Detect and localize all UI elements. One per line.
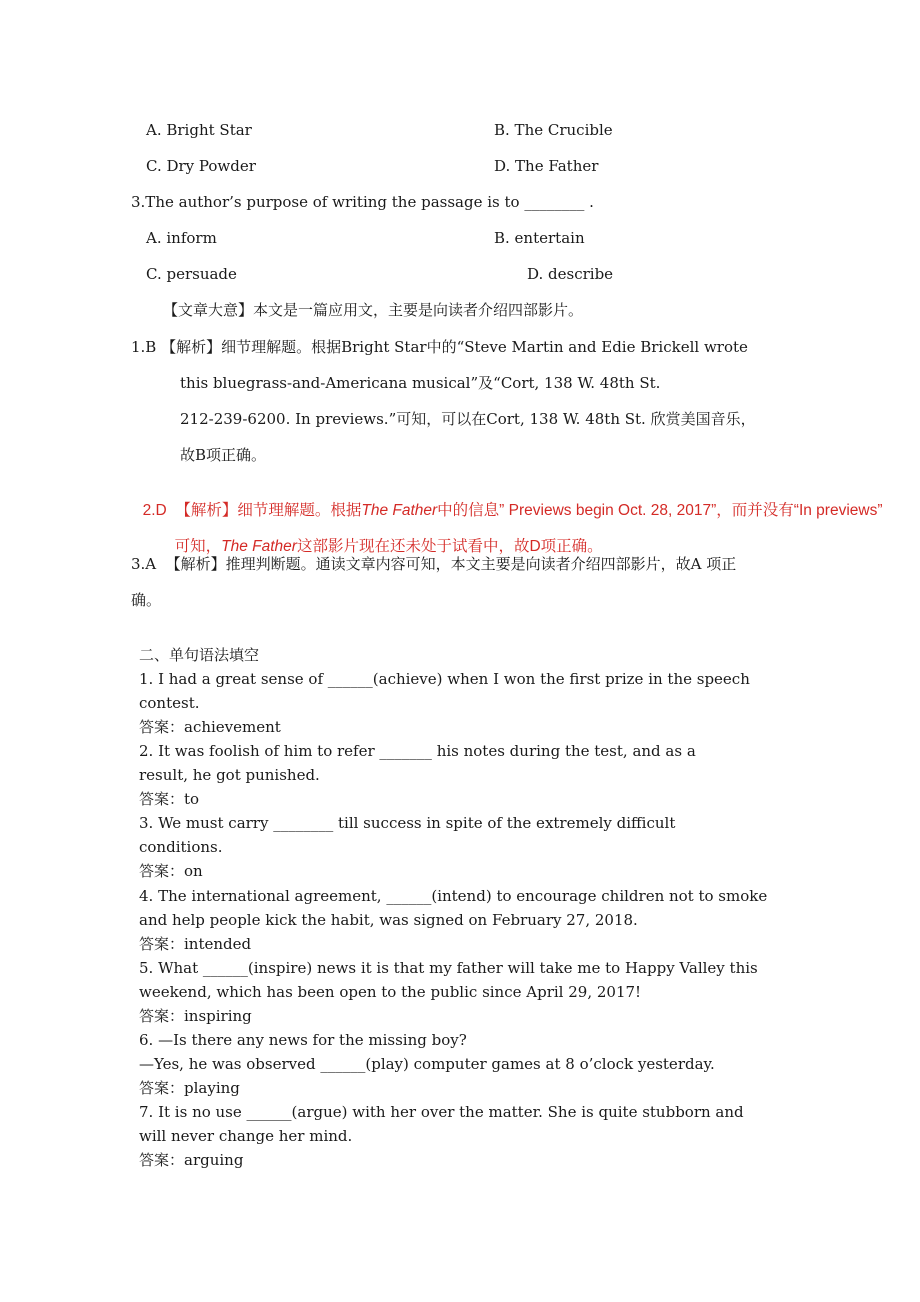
choice-a: A. Bright Star: [146, 121, 252, 139]
choice-c: C. Dry Powder: [146, 157, 256, 175]
question-line: 3. We must carry ________ till success in spite of the extremely difficult: [139, 814, 676, 832]
question-line: weekend, which has been open to the public since April 29, 2017!: [139, 983, 642, 1001]
answer-line: 答案：achievement: [139, 718, 281, 736]
question-line: 2. It was foolish of him to refer _______ his notes during the test, and as a: [139, 742, 696, 760]
section-heading: 二、单句语法填空: [139, 646, 260, 664]
answer-line: 答案：playing: [139, 1079, 240, 1097]
question-line: and help people kick the habit, was signed on February 27, 2018.: [139, 911, 638, 929]
choice-d: D. The Father: [494, 157, 599, 175]
answer-2-text: 中的信息” Previews begin Oct. 28, 2017”，而并没有“In previews”: [437, 502, 883, 519]
choice-a: A. inform: [146, 229, 217, 247]
answer-line: 答案：arguing: [139, 1151, 244, 1169]
answer-line: 答案：to: [139, 790, 200, 808]
movie-title: The Father: [221, 538, 297, 555]
question-line: —Yes, he was observed ______(play) computer games at 8 o’clock yesterday.: [139, 1055, 715, 1073]
question-line: contest.: [139, 694, 200, 712]
answer-line: 答案：intended: [139, 935, 252, 953]
choice-b: B. entertain: [494, 229, 585, 247]
answer-1-line: 1.B 【解析】细节理解题。根据Bright Star中的“Steve Martin and Edie Brickell wrote: [131, 338, 748, 356]
choice-c: C. persuade: [146, 265, 237, 283]
movie-title: The Father: [361, 502, 438, 519]
question-line: result, he got punished.: [139, 766, 320, 784]
question-line: conditions.: [139, 838, 223, 856]
question-line: 7. It is no use ______(argue) with her over the matter. She is quite stubborn and: [139, 1103, 744, 1121]
answer-2-text: 2.D 【解析】细节理解题。根据: [142, 502, 362, 519]
answer-line: 答案：inspiring: [139, 1007, 252, 1025]
answer-1-line: 故B项正确。: [180, 446, 267, 464]
answer-2-line: [134, 481, 883, 521]
article-summary: 【文章大意】本文是一篇应用文，主要是向读者介绍四部影片。: [163, 301, 584, 319]
question-line: will never change her mind.: [139, 1127, 353, 1145]
answer-2-text: 可知，: [174, 538, 222, 555]
question-line: 1. I had a great sense of ______(achieve) when I won the first prize in the speech: [139, 670, 750, 688]
answer-2-line: [166, 517, 603, 557]
question-line: 6. —Is there any news for the missing boy?: [139, 1031, 467, 1049]
choice-b: B. The Crucible: [494, 121, 613, 139]
question-line: 5. What ______(inspire) news it is that my father will take me to Happy Valley this: [139, 959, 758, 977]
question-3-stem: 3.The author’s purpose of writing the passage is to ________ .: [131, 193, 594, 211]
answer-3-line: 确。: [131, 591, 162, 609]
question-line: 4. The international agreement, ______(intend) to encourage children not to smoke: [139, 887, 768, 905]
answer-2-text: 这部影片现在还未处于试看中，故D项正确。: [296, 538, 603, 555]
answer-3-line: 3.A 【解析】推理判断题。通读文章内容可知，本文主要是向读者介绍四部影片，故A 项正: [131, 555, 737, 573]
answer-1-line: this bluegrass-and-Americana musical”及“Cort, 138 W. 48th St.: [180, 374, 661, 392]
answer-1-line: 212-239-6200. In previews.”可知，可以在Cort, 138 W. 48th St. 欣赏美国音乐，: [180, 410, 756, 428]
choice-d: D. describe: [527, 265, 614, 283]
answer-line: 答案：on: [139, 862, 203, 880]
